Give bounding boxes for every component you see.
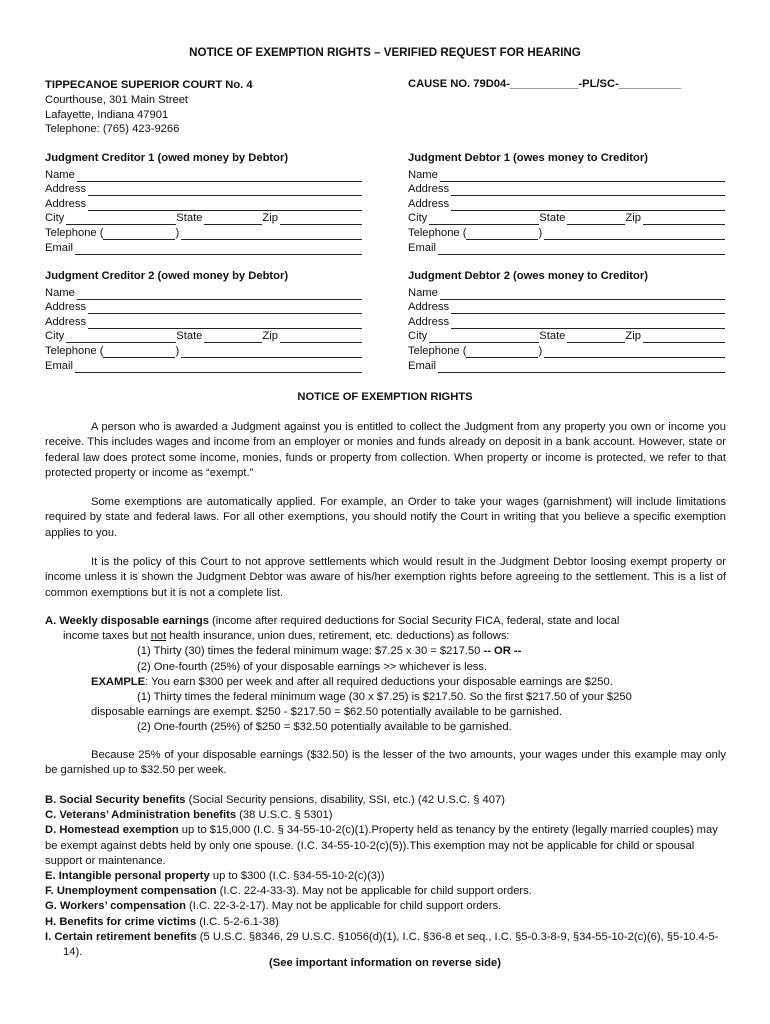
paragraph-automatic: Some exemptions are automatically applied. For example, an Order to take your wages (garnishment) will include limitations required by state and federal laws. For all other exemptions, you should notify the Court in writing that you believe a specific exemption applies to you. — [45, 496, 726, 539]
notice-heading: NOTICE OF EXEMPTION RIGHTS — [297, 391, 473, 403]
example-step2: (2) One-fourth (25%) of $250 = $32.50 potentially available to be garnished. — [137, 721, 512, 734]
item-text: (I.C. 5-2-6.1-38) — [196, 915, 279, 928]
creditor2-zip-field[interactable] — [280, 331, 362, 343]
paragraph-conclusion: Because 25% of your disposable earnings ($32.50) is the lesser of the two amounts, your wages under this example may only be garnished up to $32.50 per week. — [45, 749, 726, 777]
debtor1-city-field[interactable] — [429, 213, 539, 225]
address-label: Address — [408, 197, 450, 210]
debtor1-block — [408, 152, 725, 255]
item-letter: D — [45, 824, 54, 837]
paren-close: ) — [538, 226, 543, 239]
item-title: Homestead exemption — [59, 824, 179, 837]
address-label: Address — [45, 301, 87, 314]
exemption-item: F. Unemployment compensation (I.C. 22-4-33-3). May not be applicable for child support orders. — [45, 885, 532, 898]
exemption-item: H. Benefits for crime victims (I.C. 5-2-6.1-38) — [45, 915, 279, 928]
creditor2-email-field[interactable] — [75, 361, 362, 373]
exemption-item: B. Social Security benefits (Social Security pensions, disability, SSI, etc.) (42 U.S.C. § 407) — [45, 794, 505, 806]
court-address-line1: Courthouse, 301 Main Street — [45, 93, 189, 106]
item-letter: F — [45, 885, 51, 898]
item-title: Benefits for crime victims — [59, 915, 197, 928]
creditor2-phone-field[interactable] — [181, 346, 362, 358]
city-label: City — [408, 330, 428, 343]
court-phone: Telephone: (765) 423-9266 — [45, 123, 180, 136]
debtor2-state-field[interactable] — [567, 331, 625, 343]
debtor2-email-field[interactable] — [438, 361, 725, 373]
debtor2-name-field[interactable] — [440, 288, 725, 300]
item-text: up to $300 (I.C. §34-55-10-2(c)(3)) — [209, 870, 385, 883]
creditor2-address1-field[interactable] — [88, 302, 362, 314]
debtor2-city-field[interactable] — [429, 331, 539, 343]
name-label: Name — [408, 286, 438, 299]
state-label: State — [539, 212, 566, 225]
item-a-option1: (1) Thirty (30) times the federal minimum wage: $7.25 x 30 = $217.50 — [137, 645, 484, 658]
item-title: Workers’ compensation — [59, 900, 186, 913]
debtor1-area-code-field[interactable] — [466, 228, 538, 240]
creditor2-state-field[interactable] — [204, 331, 262, 343]
telephone-label: Telephone ( — [408, 344, 467, 357]
state-label: State — [539, 330, 566, 343]
email-label: Email — [408, 241, 436, 254]
exemption-list — [45, 793, 727, 960]
creditor2-block — [45, 270, 362, 373]
debtor2-phone-field[interactable] — [544, 346, 725, 358]
address-label: Address — [45, 315, 87, 328]
creditor2-city-field[interactable] — [66, 331, 176, 343]
paragraph-policy: It is the policy of this Court to not approve settlements which would result in the Judgment Debtor loosing exempt property or income unless it is shown the Judgment Debtor was aware of his/her exemption rights before agreeing to the settlement. This is a list of common exemptions but it is not a complete list. — [45, 556, 726, 599]
paragraph-intro: A person who is awarded a Judgment against you is entitled to collect the Judgment from any property you own or income you receive. This includes wages and income from an employer or monies and funds already on deposit in a bank account. However, state or federal law does protect some income, monies, funds or property from collection. When property or income is protected, we refer to that protected property or income as “exempt.” — [45, 421, 726, 480]
zip-label: Zip — [625, 330, 641, 343]
zip-label: Zip — [262, 212, 278, 225]
item-a-title: Weekly disposable earnings — [59, 615, 209, 627]
address-label: Address — [45, 183, 87, 196]
item-text: (38 U.S.C. § 5301) — [236, 809, 333, 822]
creditor1-state-field[interactable] — [204, 213, 262, 225]
example-text: : You earn $300 per week and after all required deductions your disposable earnings are $250. — [145, 675, 613, 688]
item-letter: C — [45, 809, 54, 822]
telephone-label: Telephone ( — [408, 226, 467, 239]
reverse-side-note: (See important information on reverse side) — [269, 957, 501, 969]
creditor1-address1-field[interactable] — [88, 184, 362, 196]
item-a-weekly-earnings: A. Weekly disposable earnings (income after required deductions for Social Security FICA, federal, state and local income taxes but not health insurance, union dues, retirement, etc. deductions) as follows: (1) Thirty (30) times the federal minimum wage: $7.25 x 30 = $217.50 -- OR -- (2) One-fourth (25%) of your disposable earnings >> whichever is less. EXAMPLE: You earn $300 per week and after all required deductions your disposable earnings are $250. (1) Thirty times the federal minimum wage (30 x $7.25) is $217.50. So the first $217.50 of your $250 disposable earnings are exempt. $250 - $217.50 = $62.50 potentially available to be garnished. (2) One-fourth (25%) of $250 = $32.50 potentially available to be garnished. — [45, 614, 735, 736]
example-step1b: disposable earnings are exempt. $250 - $217.50 = $62.50 potentially available to be garnished. — [91, 706, 563, 719]
city-label: City — [45, 330, 65, 343]
exemption-item: D. Homestead exemption up to $15,000 (I.C. § 34-55-10-2(c)(1).Property held as tenancy by the entirety (legally married couples) may be exempt against debts held by only one spouse. (I.C. 34-55-10-2(c)(5)).This exemption may not be applicable for child or spousal support or maintenance. — [45, 824, 718, 867]
debtor1-email-field[interactable] — [438, 243, 725, 255]
paren-close: ) — [538, 344, 543, 357]
debtor2-address1-field[interactable] — [451, 302, 725, 314]
creditor1-email-field[interactable] — [75, 243, 362, 255]
item-letter: H — [45, 915, 54, 928]
address-label: Address — [408, 301, 450, 314]
debtor2-zip-field[interactable] — [643, 331, 725, 343]
debtor1-state-field[interactable] — [567, 213, 625, 225]
debtor2-address2-field[interactable] — [451, 317, 725, 329]
state-label: State — [176, 212, 203, 225]
court-name: TIPPECANOE SUPERIOR COURT No. 4 — [45, 79, 253, 91]
exemption-item: G. Workers’ compensation (I.C. 22-3-2-17). May not be applicable for child support orders. — [45, 900, 502, 913]
exemption-item: E. Intangible personal property up to $300 (I.C. §34-55-10-2(c)(3)) — [45, 870, 385, 883]
address-label: Address — [45, 197, 87, 210]
example-step1a: (1) Thirty times the federal minimum wage (30 x $7.25) is $217.50. So the first $217.50 of your $250 — [137, 691, 632, 704]
item-a-desc: (income after required deductions for Social Security FICA, federal, state and local — [208, 615, 620, 627]
exemption-item: C. Veterans’ Administration benefits (38 U.S.C. § 5301) — [45, 809, 333, 822]
item-letter: E — [45, 870, 53, 883]
debtor2-block — [408, 270, 725, 373]
item-title: Social Security benefits — [59, 794, 186, 806]
creditor2-name-field[interactable] — [77, 288, 362, 300]
item-letter: I — [45, 930, 49, 943]
debtor2-area-code-field[interactable] — [466, 346, 538, 358]
court-address-line2: Lafayette, Indiana 47901 — [45, 108, 169, 121]
email-label: Email — [45, 359, 73, 372]
telephone-label: Telephone ( — [45, 226, 104, 239]
item-a-not: not — [150, 630, 167, 643]
name-label: Name — [408, 168, 438, 181]
item-a-or: -- OR -- — [483, 645, 522, 658]
creditor2-address2-field[interactable] — [88, 317, 362, 329]
creditor1-zip-field[interactable] — [280, 213, 362, 225]
creditor1-phone-field[interactable] — [181, 228, 362, 240]
item-title: Certain retirement benefits — [54, 930, 197, 943]
item-text: up to $15,000 (I.C. § 34-55-10-2(c)(1).Property held as tenancy by the entirety (legally married couples) may be exempt against debts held by only one spouse. (I.C. 34-55-10-2(c)(5)).This exemption may not be applicable for child or spousal support or maintenance. — [45, 824, 718, 867]
item-letter: G — [45, 900, 54, 913]
item-a-line2-pre: income taxes but — [63, 630, 151, 643]
creditor1-address2-field[interactable] — [88, 199, 362, 211]
city-label: City — [408, 212, 428, 225]
exemption-item: I. Certain retirement benefits (5 U.S.C. §8346, 29 U.S.C. §1056(d)(1), I.C. §36-8 et seq., I.C. §5-0.3-8-9, §34-55-10-2(c)(6), §5-10.4-5-14). — [45, 930, 719, 959]
creditor1-block — [45, 152, 362, 255]
debtor1-address2-field[interactable] — [451, 199, 725, 211]
cause-number: CAUSE NO. 79D04-___________-PL/SC-__________ — [408, 78, 682, 90]
debtor1-name-field[interactable] — [440, 170, 725, 182]
address-label: Address — [408, 183, 450, 196]
court-info — [45, 78, 253, 137]
item-title: Unemployment compensation — [56, 885, 217, 898]
item-title: Intangible personal property — [58, 870, 210, 883]
state-label: State — [176, 330, 203, 343]
email-label: Email — [408, 359, 436, 372]
item-a-letter: A — [45, 615, 54, 627]
debtor1-heading: Judgment Debtor 1 (owes money to Creditor) — [408, 152, 648, 164]
item-letter: B — [45, 794, 54, 806]
address-label: Address — [408, 315, 450, 328]
creditor1-name-field[interactable] — [77, 170, 362, 182]
creditor1-heading: Judgment Creditor 1 (owed money by Debtor) — [45, 152, 289, 164]
debtor1-address1-field[interactable] — [451, 184, 725, 196]
creditor2-heading: Judgment Creditor 2 (owed money by Debtor) — [45, 270, 289, 282]
item-a-line2-post: health insurance, union dues, retirement, etc. deductions) as follows: — [166, 630, 510, 643]
item-title: Veterans’ Administration benefits — [59, 809, 237, 822]
item-text: (I.C. 22-4-33-3). May not be applicable for child support orders. — [216, 885, 532, 898]
zip-label: Zip — [262, 330, 278, 343]
creditor1-city-field[interactable] — [66, 213, 176, 225]
item-a-option2: (2) One-fourth (25%) of your disposable earnings >> whichever is less. — [137, 660, 488, 673]
example-label: EXAMPLE — [91, 675, 146, 688]
name-label: Name — [45, 286, 75, 299]
email-label: Email — [45, 241, 73, 254]
creditor2-area-code-field[interactable] — [103, 346, 175, 358]
debtor2-heading: Judgment Debtor 2 (owes money to Creditor) — [408, 270, 648, 282]
name-label: Name — [45, 168, 75, 181]
debtor1-phone-field[interactable] — [544, 228, 725, 240]
city-label: City — [45, 212, 65, 225]
telephone-label: Telephone ( — [45, 344, 104, 357]
item-text: (5 U.S.C. §8346, 29 U.S.C. §1056(d)(1), I.C. §36-8 et seq., I.C. §5-0.3-8-9, §34-55-10-2(c)(6), §5-10.4-5-14). — [63, 930, 719, 959]
debtor1-zip-field[interactable] — [643, 213, 725, 225]
creditor1-area-code-field[interactable] — [103, 228, 175, 240]
zip-label: Zip — [625, 212, 641, 225]
item-text: (Social Security pensions, disability, SSI, etc.) (42 U.S.C. § 407) — [185, 794, 505, 806]
document-title: NOTICE OF EXEMPTION RIGHTS – VERIFIED REQUEST FOR HEARING — [189, 46, 581, 59]
item-text: (I.C. 22-3-2-17). May not be applicable for child support orders. — [185, 900, 502, 913]
paren-close: ) — [175, 226, 180, 239]
paren-close: ) — [175, 344, 180, 357]
